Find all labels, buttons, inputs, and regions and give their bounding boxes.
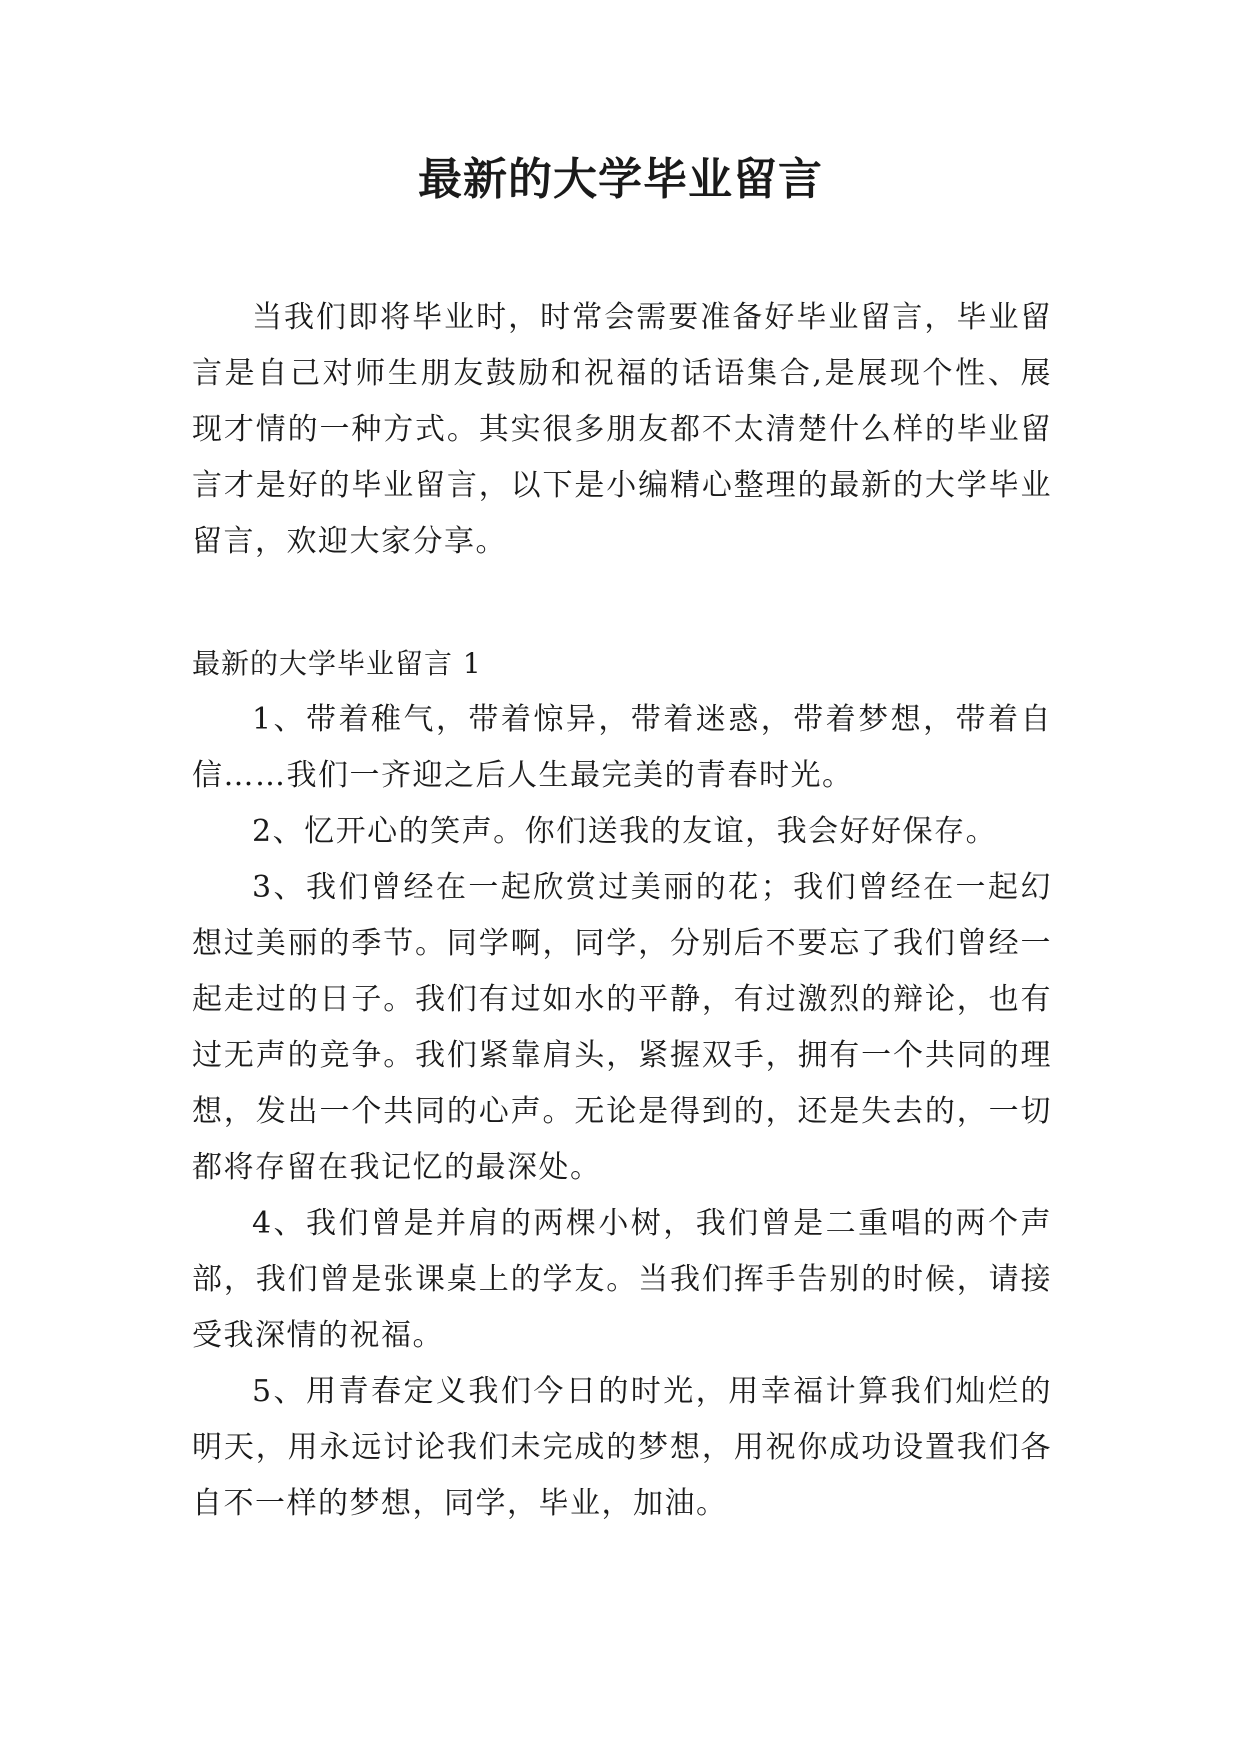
list-item: 2、忆开心的笑声。你们送我的友谊，我会好好保存。 [252,814,998,849]
intro-paragraph: 当我们即将毕业时，时常会需要准备好毕业留言，毕业留言是自己对师生朋友鼓励和祝福的话语集合,是展现个性、展现才情的一种方式。其实很多朋友都不太清楚什么样的毕业留言才是好的毕业留言，以下是小编精心整理的最新的大学毕业留言，欢迎大家分享。 [192,300,1052,559]
list-item: 5、用青春定义我们今日的时光，用幸福计算我们灿烂的明天，用永远讨论我们未完成的梦想，用祝你成功设置我们各自不一样的梦想，同学，毕业，加油。 [192,1374,1052,1521]
page-title: 最新的大学毕业留言 [418,154,823,205]
list-item: 3、我们曾经在一起欣赏过美丽的花；我们曾经在一起幻想过美丽的季节。同学啊，同学，分别后不要忘了我们曾经一起走过的日子。我们有过如水的平静，有过激烈的辩论，也有过无声的竞争。我们紧靠肩头，紧握双手，拥有一个共同的理想，发出一个共同的心声。无论是得到的，还是失去的，一切都将存留在我记忆的最深处。 [192,870,1052,1185]
section-heading: 最新的大学毕业留言 1 [192,647,482,680]
list-item: 1、带着稚气，带着惊异，带着迷惑，带着梦想，带着自信……我们一齐迎之后人生最完美的青春时光。 [192,702,1052,793]
list-item: 4、我们曾是并肩的两棵小树，我们曾是二重唱的两个声部，我们曾是张课桌上的学友。当我们挥手告别的时候，请接受我深情的祝福。 [192,1206,1052,1353]
document-body [192,290,1052,1532]
